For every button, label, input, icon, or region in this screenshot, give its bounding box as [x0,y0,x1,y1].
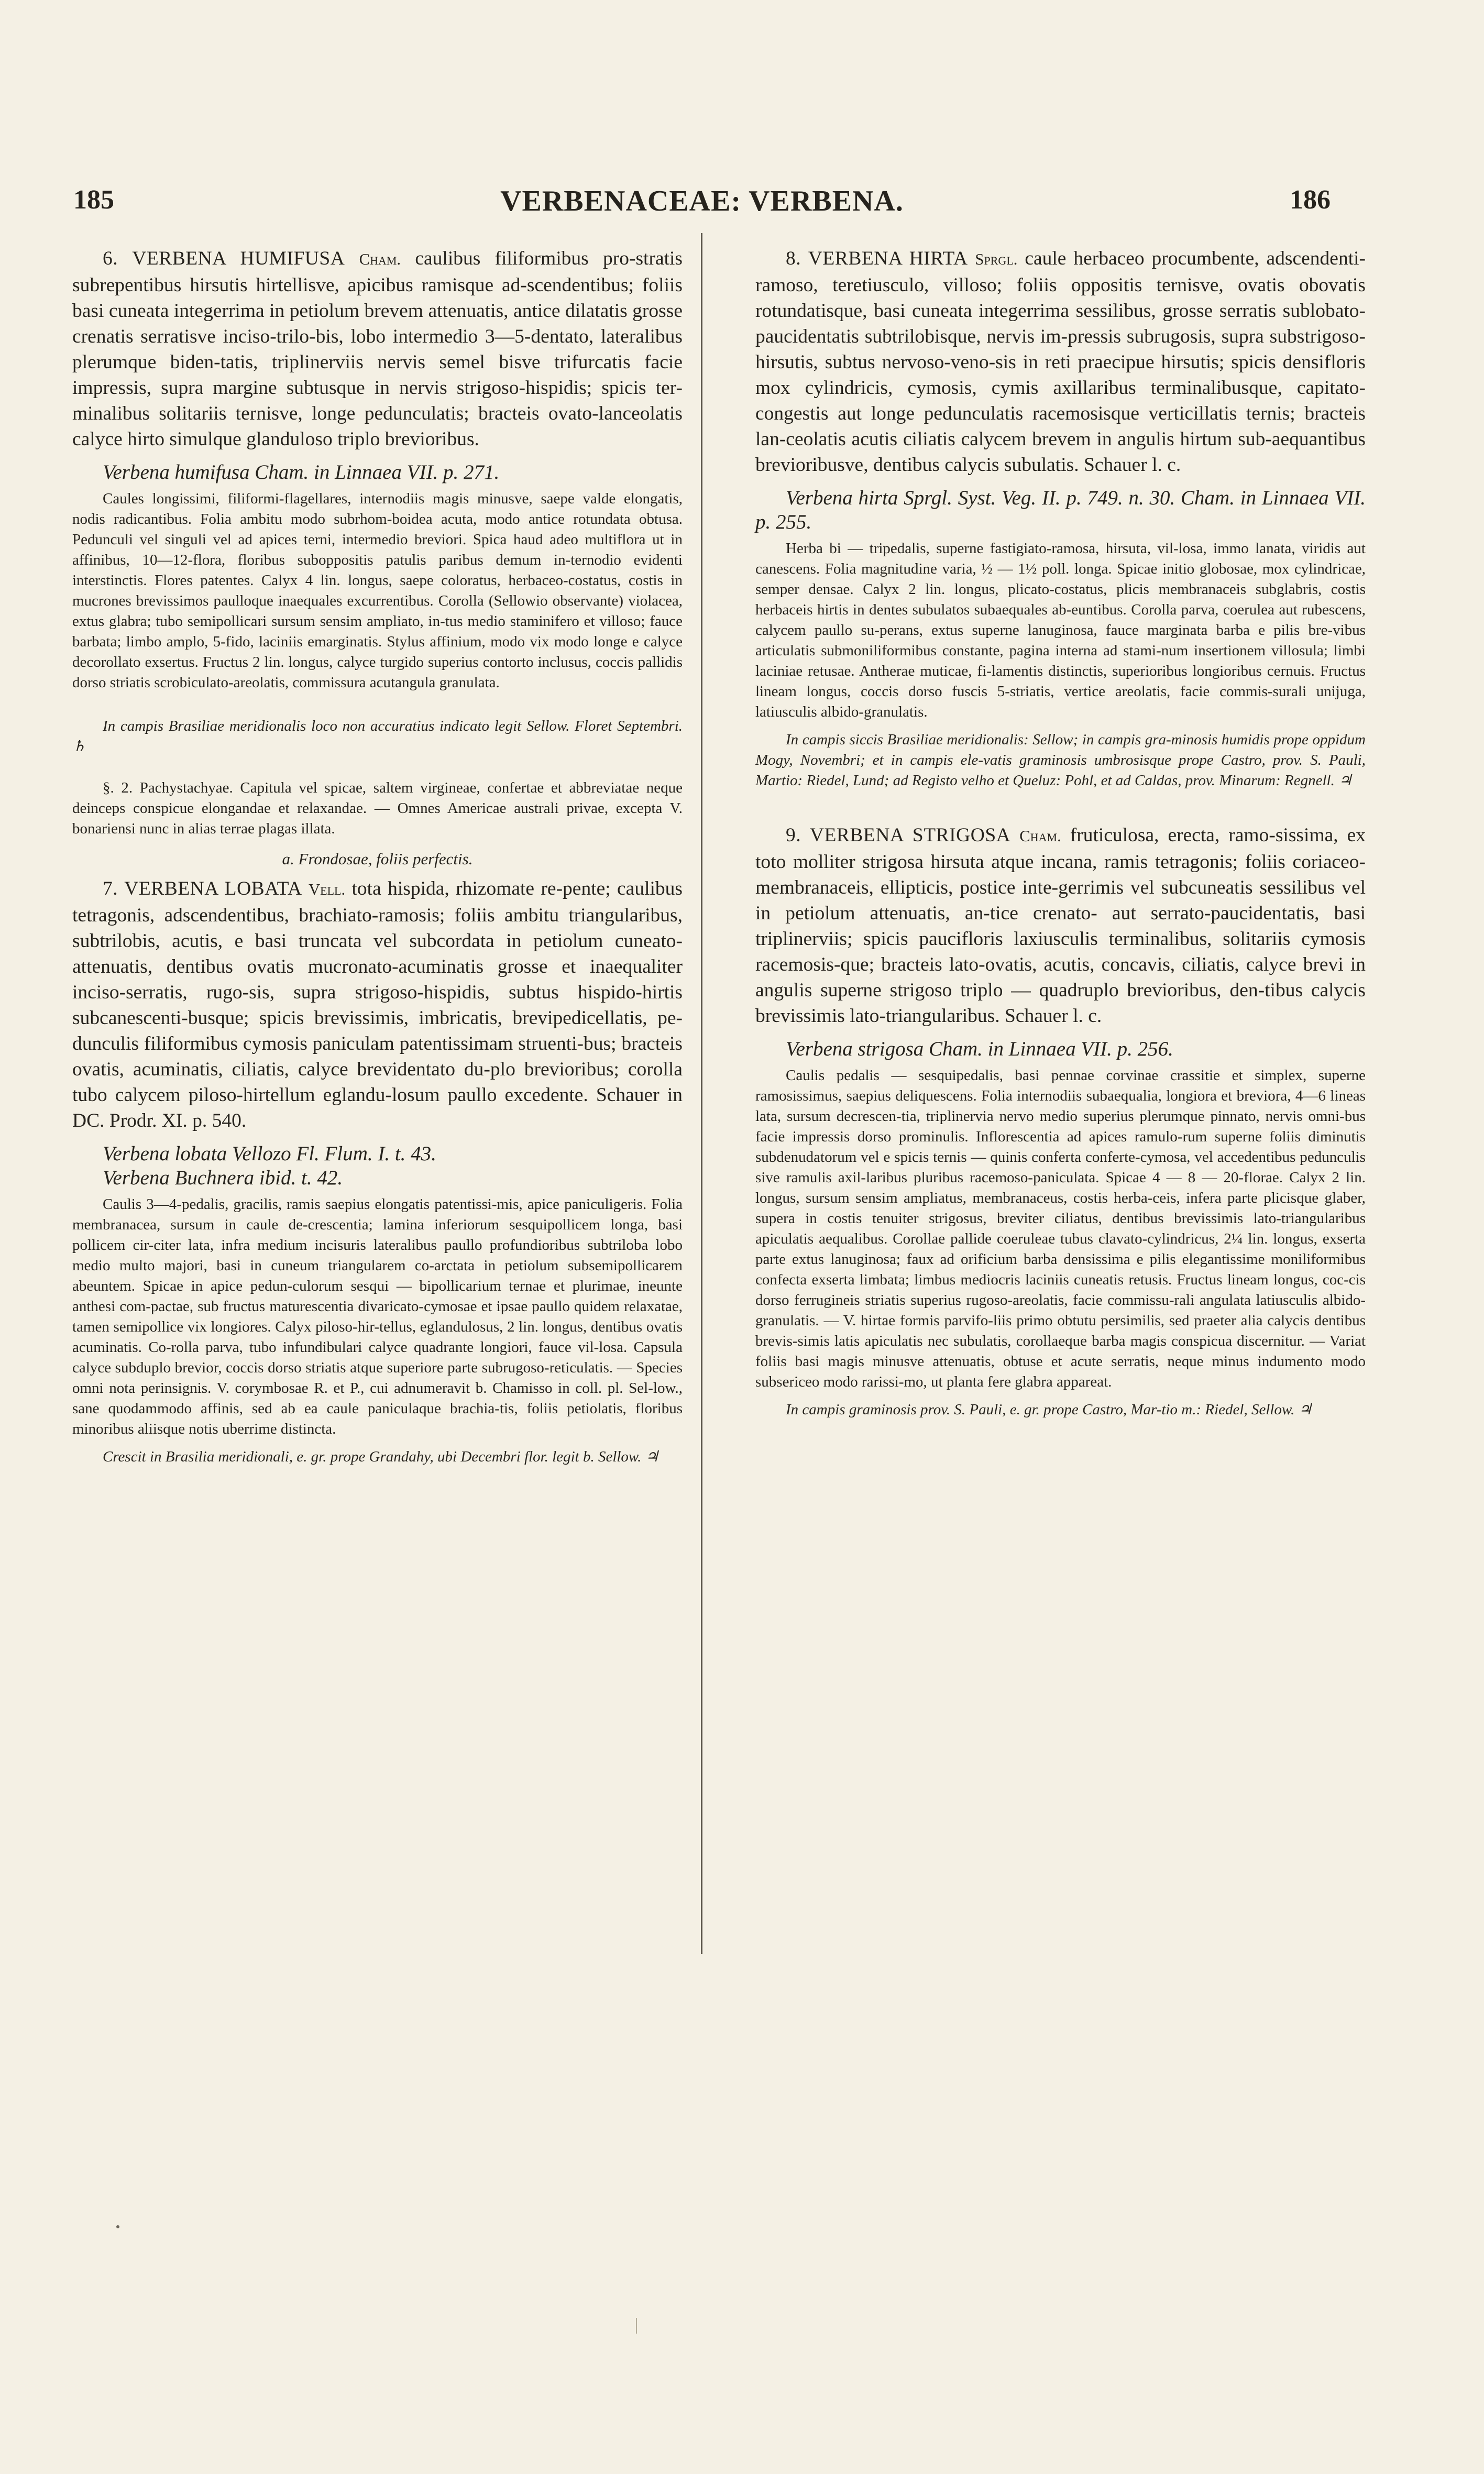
species-reference: Verbena lobata Vellozo Fl. Flum. I. t. 43. [103,1142,436,1165]
species-author: Sprgl. [975,250,1018,268]
right-column [755,233,1366,1420]
running-title: VERBENACEAE: VERBENA. [500,185,904,217]
species-entry-hirta [755,246,1366,478]
species-habitat: Crescit in Brasilia meridionali, e. gr. prope Grandahy, ubi Decembri flor. legit b. Sellow. ♃ [103,1448,659,1465]
species-reference-2: Verbena Buchnera ibid. t. 42. [103,1167,343,1189]
species-author: Cham. [359,250,401,268]
species-diagnosis: tota hispida, rhizomate re-pente; caulibus tetragonis, adscendentibus, brachiato-ramosis; foliis ambitu triangularibus, subtrilobis, acutis, e basi truncata vel subcordata in petiolum cuneato-attenuatis, dentibus ovatis mucronato-acuminatis grosse et inaequaliter inciso-serratis, rugo-sis, supra strigoso-hispidis, subtus hispido-hirtis subcanescenti-busque; spicis brevissimis, imbricatis, brevipedicellatis, pe-dunculis filiformibus cymosis paniculam patentissimam struenti-bus; bracteis ovatis, acuminatis, ciliatis, calyce brevidentato du-plo brevioribus; corolla tubo calycem piloso-hirtellum eglandu-losum paullo excedente. Schauer in DC. Prodr. XI. p. 540. [72,878,683,1131]
page-header [73,184,1331,226]
left-column [72,233,683,1467]
section-pachystachyae: §. 2. Pachystachyae. Capitula vel spicae, saltem virgineae, confertae et abbreviatae neque deinceps conspicue elongandae et relaxandae. — Omnes Americae australi privae, excepta V. bonariensi nunc in alias terrae plagas illata. [72,779,683,837]
species-description: Herba bi — tripedalis, superne fastigiato-ramosa, hirsuta, vil-losa, immo lanata, viridis aut canescens. Folia magnitudine varia, ½ — 1½ poll. longa. Spicae initio globosae, mox cylindricae, semper densae. Calyx 2 lin. longus, plicato-costatus, plicis membranaceis subglabris, costis herbaceis hirtis in dentes subulatos subaequales ab-euntibus. Corolla parva, coerulea aut rubescens, calycem paullo su-perans, extus superne lanuginosa, fauce marginata barba e pilis bre-vibus articulatis submoniliformibus constante, pagina interna ad stami-num insertionem villosula; limbi laciniae retusae. Antherae muticae, fi-lamentis distinctis, superioribus longioribus cernuis. Fructus lineam longus, coccis dorso fuscis 5-striatis, vertice areolatis, facie commis-surali unijuga, latiusculis albido-granulatis. [755,540,1366,720]
species-reference: Verbena hirta Sprgl. Syst. Veg. II. p. 749. n. 30. Cham. in Linnaea VII. p. 255. [755,487,1366,533]
species-entry-strigosa [755,822,1366,1029]
species-description: Caules longissimi, filiformi-flagellares, internodiis magis minusve, saepe valde elongatis, nodis radicantibus. Folia ambitu modo subrhom-boidea acuta, modo antice rotundata obtusa. Pedunculi vel singuli vel ad apices terni, intermedio breviori. Spica haud adeo multiflora ut in affinibus, 10—12-flora, floribus suboppositis patulis paribus demum in-ternodio evidenti interstinctis. Flores patentes. Calyx 4 lin. longus, saepe coloratus, herbaceo-costatus, costis in mucrones brevissimos paulloque inaequales excurrentibus. Corolla (Sellowio observante) violacea, extus glabra; tubo semipollicari sursum sensim ampliato, in-tus medio staminifero et villoso; fauce barbata; limbo amplo, 5-fido, laciniis emarginatis. Stylus affinium, modo vix modo longe e calyce decorollato exsertus. Fructus 2 lin. longus, calyce turgido superius contorto inclusus, coccis pallidis dorso striatis scrobiculato-areolatis, commissura acutangula granulata. [72,490,683,691]
page-number-left: 185 [73,185,114,215]
page-number-right: 186 [1290,185,1331,215]
species-author: Cham. [1019,827,1061,845]
species-habitat: In campis graminosis prov. S. Pauli, e. gr. prope Castro, Mar-tio m.: Riedel, Sellow. ♃ [786,1401,1312,1418]
species-entry-lobata [72,876,683,1134]
subsection-frondosae: a. Frondosae, foliis perfectis. [282,850,473,868]
species-habitat: In campis siccis Brasiliae meridionalis: Sellow; in campis gra-minosis humidis prope oppidum Mogy, Novembri; et in campis ele-vatis graminosis umbrosisque prope Castro, prov. S. Pauli, Martio: Riedel, Lund; ad Registo velho et Queluz: Pohl, et ad Caldas, prov. Minarum: Regnell. ♃ [755,731,1366,789]
species-author: Vell. [308,881,346,898]
column-divider [701,233,702,1954]
paper-mark [636,2318,637,2334]
species-diagnosis: fruticulosa, erecta, ramo-sissima, ex toto molliter strigosa hirsuta atque incana, ramis tetragonis; foliis coriaceo-membranaceis, ellipticis, postice inte-gerrimis vel subcuneatis sessilibus vel in petiolum attenuatis, an-tice crenato- aut serrato-paucidentatis, basi triplinerviis; spicis paucifloris laxiusculis terminalibus, solitariis cymosis racemosis-que; bracteis lato-ovatis, acutis, concavis, ciliatis, calyce brevi in angulis superne strigoso triplo — quadruplo brevioribus, den-tibus calycis brevissimis lato-triangularibus. Schauer l. c. [755,824,1366,1027]
species-entry-humifusa [72,246,683,452]
paper-speck [116,2225,119,2228]
species-heading: 6. VERBENA HUMIFUSA [103,248,345,269]
species-diagnosis: caulibus filiformibus pro-stratis subrepentibus hirsutis hirtellisve, apicibus ramisque ad-scendentibus; foliis basi cuneata integerrima in petiolum brevem attenuatis, antice dilatatis grosse crenatis serratisve inciso-trilo-bis, lobo intermedio 3—5-dentato, lateralibus plerumque biden-tatis, triplinerviis nervis semel bisve trifurcatis facie impressis, supra margine subtusque in nervis strigoso-hispidis; spicis ter-minalibus solitariis ternisve, longe pedunculatis; bracteis ovato-lanceolatis calyce hirto simulque glanduloso triplo brevioribus. [72,248,683,450]
species-heading: 9. VERBENA STRIGOSA [786,824,1011,846]
species-heading: 7. VERBENA LOBATA [103,878,302,899]
species-diagnosis: caule herbaceo procumbente, adscendenti-ramoso, teretiusculo, villoso; foliis oppositis ternisve, ovatis obovatis rotundatisque, basi cuneata integerrima sessilibus, grosse serratis sublobato-paucidentatis subtrilobisque, nervis im-pressis subrugosis, supra substrigoso-hirsutis, subtus nervoso-veno-sis in reti praecipue hirsutis; spicis densifloris mox cylindricis, cymosis, cymis axillaribus terminalibusque, capitato-congestis aut longe pedunculatis racemosisque verticillatis ternis; bracteis lan-ceolatis acutis ciliatis calycem brevem in angulis hirtum sub-aequantibus brevioribusve, dentibus calycis subulatis. Schauer l. c. [755,248,1366,476]
species-description: Caulis pedalis — sesquipedalis, basi pennae corvinae crassitie et simplex, superne ramosissimus, saepius deliquescens. Folia internodiis subaequalia, longiora et breviora, 4—6 lineas lata, sursum decrescen-tia, triplinervia nervo medio superius plerumque pinnato, nervis omni-bus facie impressis dorso prominulis. Inflorescentia ad apices ramulo-rum superne foliis diminutis subdenudatorum vel e spicis ternis — quinis conferta conferte-cymosa, vel accedentibus pedunculis sive ramulis axil-laribus pluribus racemoso-paniculata. Spicae 4 — 8 — 20-florae. Calyx 2 lin. longus, sursum sensim ampliatus, membranaceus, costis herba-ceis, infera parte plicisque glaber, supera in costis tenuiter strigosus, breviter ciliatus, dentibus brevissimis lato-triangularibus apiculatis aequalibus. Corollae pallide coeruleae tubus clavato-cylindricus, 2¼ lin. longus, exserta parte extus lanuginosa; faux ad orificium barba densissima e pilis elegantissime moniliformibus confecta exserta limbata; limbus mediocris laciniis cuneatis retusis. Fructus lineam longus, coc-cis dorso ferrugineis striatis superius rugoso-areolatis, facie commissu-rali angulata latiusculis albido-granulatis. — V. hirtae formis parvifo-liis primo obtutu persimilis, sed praeter alia calycis dentibus brevis-simis latis apiculatis nec subulatis, corollaeque barba magis conspicua discernitur. — Variat foliis basi magis minusve attenuatis, obtuse et acute serratis, neque minus indumento modo subsericeo modo rarissi-mo, ut planta fere glabra appareat. [755,1067,1366,1390]
species-heading: 8. VERBENA HIRTA [786,248,968,269]
species-reference: Verbena strigosa Cham. in Linnaea VII. p. 256. [786,1038,1173,1060]
species-description: Caulis 3—4-pedalis, gracilis, ramis saepius elongatis patentissi-mis, apice paniculigeris. Folia membranacea, sursum in caule de-crescentia; lamina inferiorum sesquipollicem longa, basi pollicem cir-citer lata, infra medium incisuris lateralibus paullo profundioribus subtriloba lobo medio multo majori, basi in cuneum triangularem co-arctata in petiolum subsemipollicarem abeuntem. Spicae in apice pedun-culorum sesqui — bipollicarium ternae et plurimae, ineunte anthesi com-pactae, sub fructus maturescentia divaricato-cymosae et ipsae paullo quidem relaxatae, tamen semipollice vix longiores. Calyx piloso-hir-tellus, eglandulosus, 2 lin. longus, dentibus ovatis acuminatis. Co-rolla parva, tubo infundibulari calyce quadrante longiori, fauce vil-losa. Capsula calyce subduplo brevior, coccis dorso striatis atque superiore parte subrugoso-reticulatis. — Species omni nota perinsignis. V. corymbosae R. et P., cui adnumeravit b. Chamisso in coll. pl. Sel-low., sane quodammodo affinis, sed ab ea caule paniculaque brachia-tis, foliis petiolatis, floribus minoribus aliisque notis uberrime distincta. [72,1196,683,1437]
species-reference: Verbena humifusa Cham. in Linnaea VII. p. 271. [103,461,500,483]
species-habitat: In campis Brasiliae meridionalis loco non accuratius indicato legit Sellow. Floret Septembri. ♄ [72,718,683,755]
